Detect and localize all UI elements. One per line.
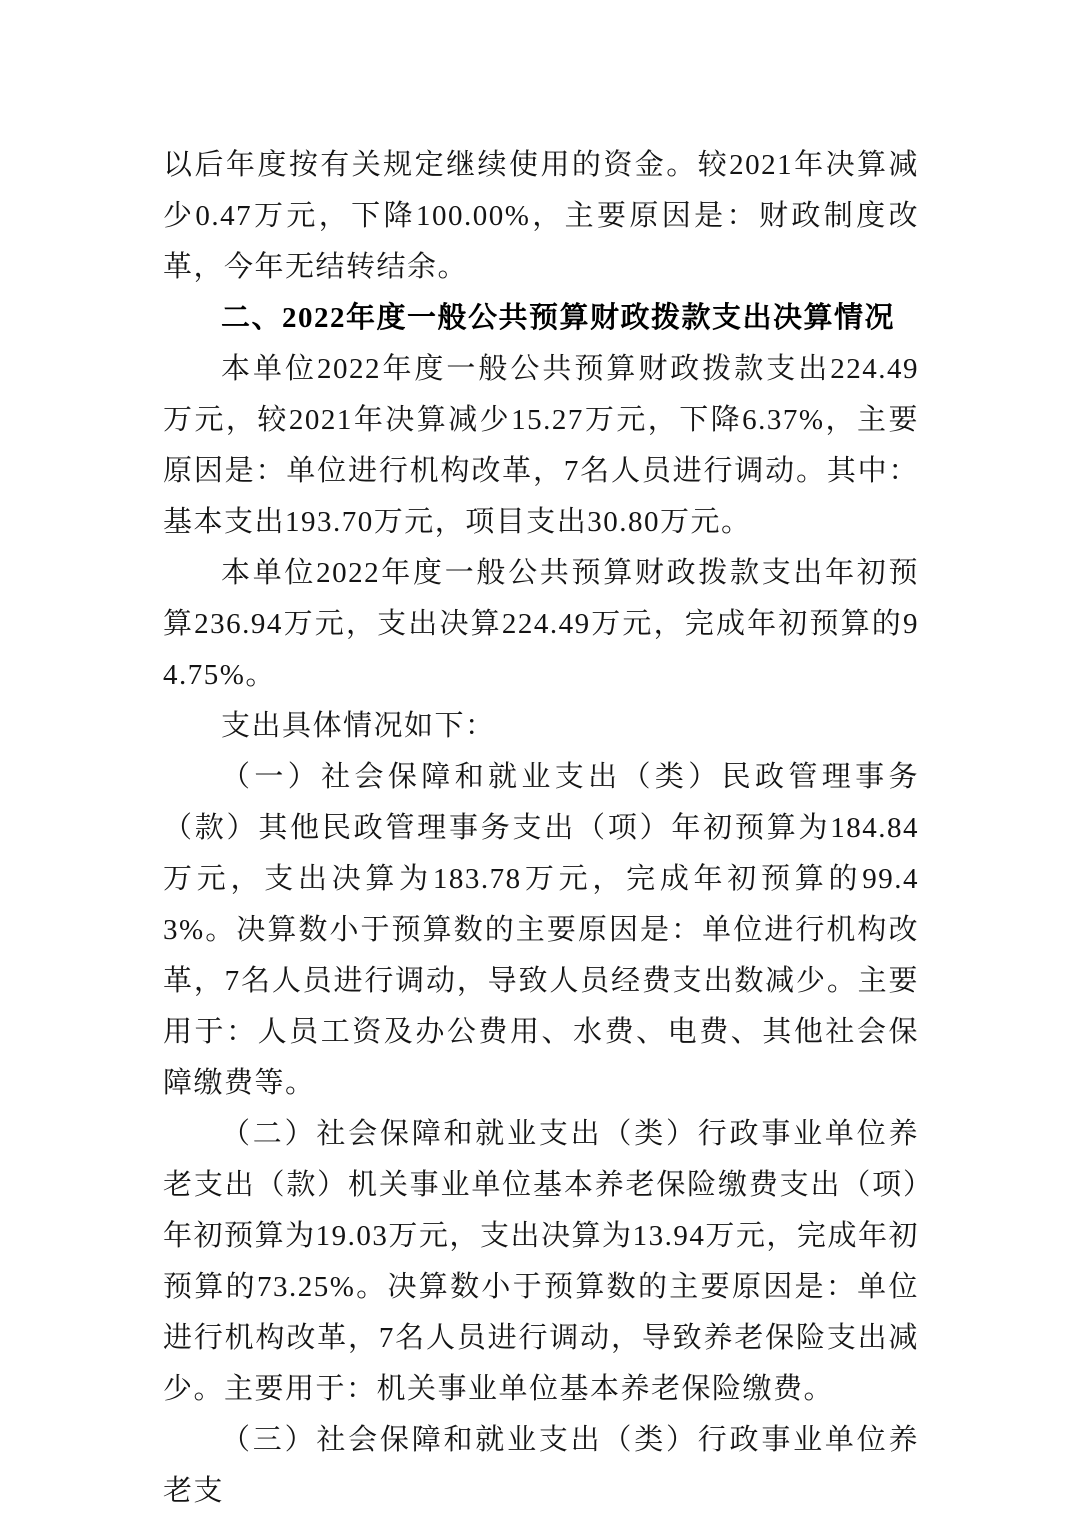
body-paragraph-2: 本单位2022年度一般公共预算财政拨款支出224.49万元，较2021年决算减少15.27万元，下降6.37%，主要原因是：单位进行机构改革，7名人员进行调动。其中：基本支出193.70万元，项目支出30.80万元。 bbox=[163, 353, 919, 538]
body-paragraph-0: 以后年度按有关规定继续使用的资金。较2021年决算减少0.47万元，下降100.00%，主要原因是：财政制度改革，今年无结转结余。 bbox=[163, 149, 919, 283]
body-paragraph-5: （一）社会保障和就业支出（类）民政管理事务（款）其他民政管理事务支出（项）年初预算为184.84万元，支出决算为183.78万元，完成年初预算的99.43%。决算数小于预算数的主要原因是：单位进行机构改革，7名人员进行调动，导致人员经费支出数减少。主要用于：人员工资及办公费用、水费、电费、其他社会保障缴费等。 bbox=[163, 761, 919, 1099]
document-body bbox=[163, 140, 919, 1517]
body-paragraph-3: 本单位2022年度一般公共预算财政拨款支出年初预算236.94万元，支出决算224.49万元，完成年初预算的94.75%。 bbox=[163, 557, 919, 691]
section-heading: 二、2022年度一般公共预算财政拨款支出决算情况 bbox=[221, 302, 896, 334]
body-paragraph-6: （二）社会保障和就业支出（类）行政事业单位养老支出（款）机关事业单位基本养老保险缴费支出（项）年初预算为19.03万元，支出决算为13.94万元，完成年初预算的73.25%。决算数小于预算数的主要原因是：单位进行机构改革，7名人员进行调动，导致养老保险支出减少。主要用于：机关事业单位基本养老保险缴费。 bbox=[163, 1118, 919, 1405]
body-paragraph-7: （三）社会保障和就业支出（类）行政事业单位养老支 bbox=[163, 1424, 919, 1507]
body-paragraph-4: 支出具体情况如下： bbox=[221, 710, 496, 742]
